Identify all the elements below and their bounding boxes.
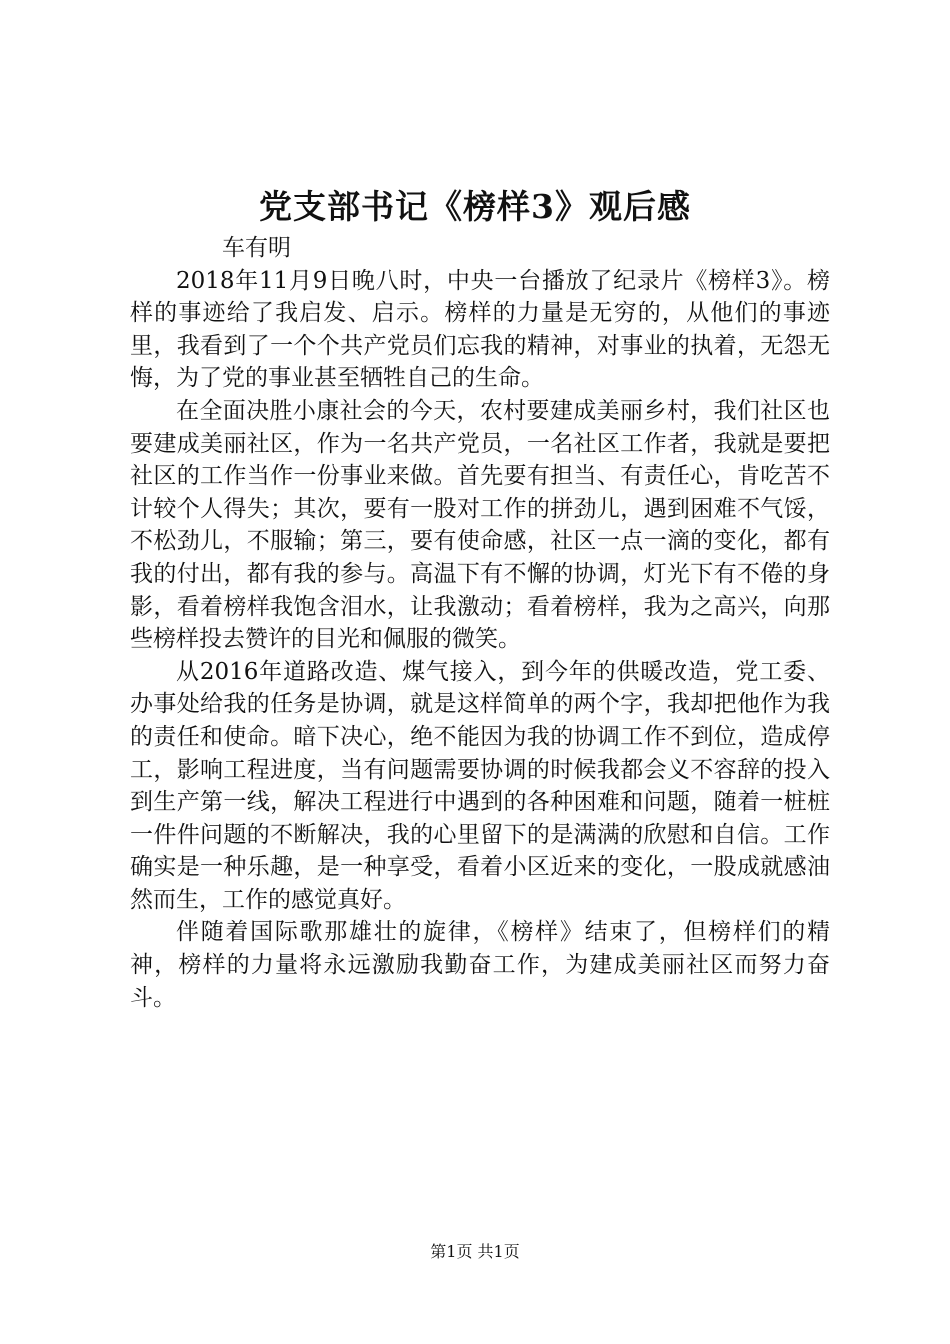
page-number-footer: 第1页 共1页 bbox=[430, 1242, 520, 1261]
paragraph-3: 从2016年道路改造、煤气接入，到今年的供暖改造，党工委、办事处给我的任务是协调，就是这样简单的两个字，我却把他作为我的责任和使命。暗下决心，绝不能因为我的协调工作不到位，造成停工，影响工程进度，当有问题需要协调的时候我都会义不容辞的投入到生产第一线，解决工程进行中遇到的各种困难和问题，随着一桩桩一件件问题的不断解决，我的心里留下的是满满的欣慰和自信。工作确实是一种乐趣，是一种享受，看着小区近来的变化，一股成就感油然而生，工作的感觉真好。 bbox=[130, 658, 830, 913]
paragraph-1: 2018年11月9日晚八时，中央一台播放了纪录片《榜样3》。榜样的事迹给了我启发、启示。榜样的力量是无穷的，从他们的事迹里，我看到了一个个共产党员们忘我的精神，对事业的执着，无怨无悔，为了党的事业甚至牺牲自己的生命。 bbox=[130, 267, 830, 392]
document-body bbox=[130, 232, 830, 1014]
paragraph-4: 伴随着国际歌那雄壮的旋律，《榜样》结束了，但榜样们的精神，榜样的力量将永远激励我勤奋工作，为建成美丽社区而努力奋斗。 bbox=[130, 919, 830, 1011]
author-name: 车有明 bbox=[222, 235, 291, 261]
document-title: 党支部书记《榜样3》观后感 bbox=[259, 187, 691, 226]
paragraph-2: 在全面决胜小康社会的今天，农村要建成美丽乡村，我们社区也要建成美丽社区，作为一名共产党员，一名社区工作者，我就是要把社区的工作当作一份事业来做。首先要有担当、有责任心，肯吃苦不计较个人得失；其次，要有一股对工作的拼劲儿，遇到困难不气馁，不松劲儿，不服输；第三，要有使命感，社区一点一滴的变化，都有我的付出，都有我的参与。高温下有不懈的协调，灯光下有不倦的身影，看着榜样我饱含泪水，让我激动；看着榜样，我为之高兴，向那些榜样投去赞许的目光和佩服的微笑。 bbox=[130, 397, 830, 653]
